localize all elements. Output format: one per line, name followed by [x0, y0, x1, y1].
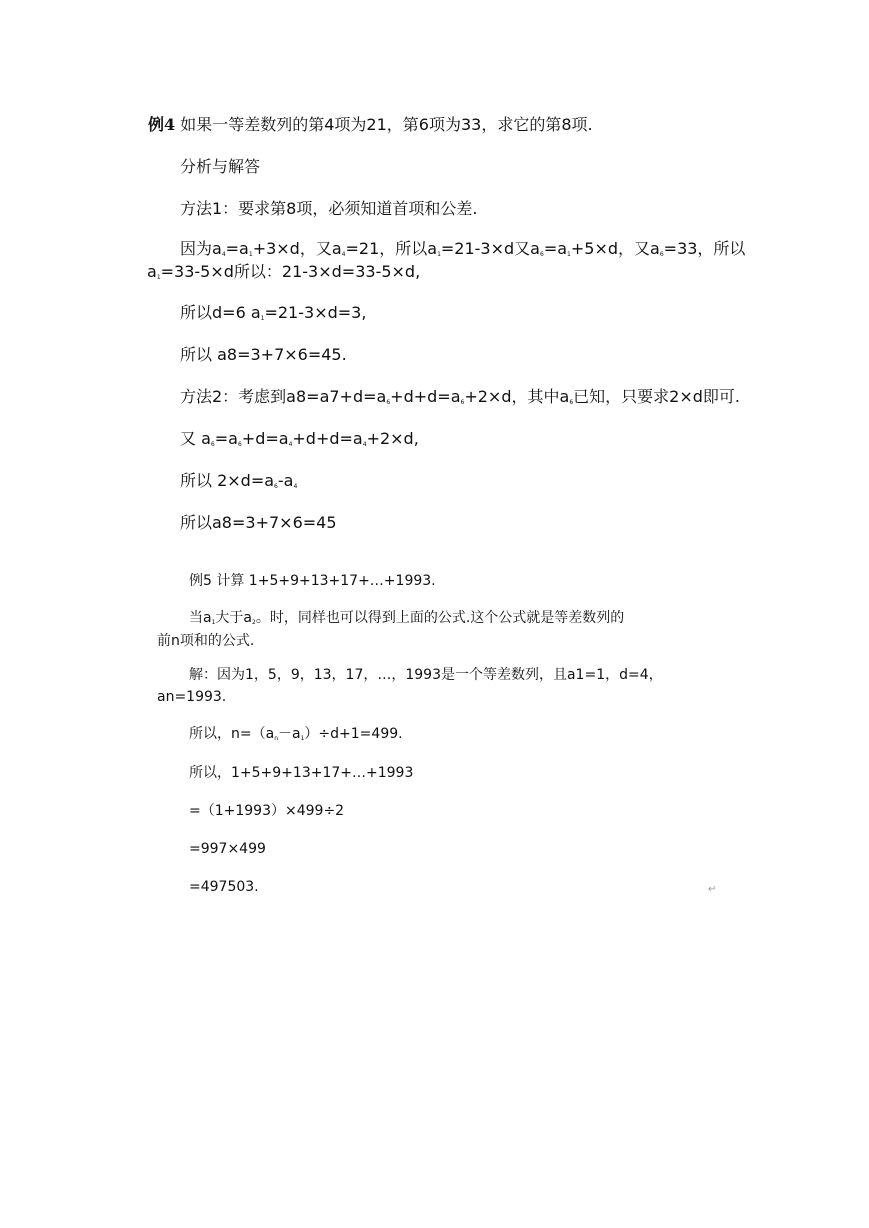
method-1-line-2: $a_1=33-5\times d$所以：21-3×d=33-5×d,: [147, 262, 421, 281]
method-1-line-3: 所以d=6 $a_1=21-3\times d=3$,: [180, 303, 367, 322]
analysis-heading: 分析与解答: [180, 157, 261, 176]
method-1-line-1: 因为$a_4=a_1+3\times d$，又$a_4=21$，所以$a_1=21-3\times d$又$a_6=a_1+5\times d$，又$a_6=33$，所以: [180, 239, 746, 258]
sum-step-1: =（1+1993）×499÷2: [189, 803, 345, 819]
method-2-result: 所以a8=3+7×6=45: [180, 513, 337, 532]
method-1-result: 所以 a8=3+7×6=45.: [180, 345, 347, 364]
solution-line-2: an=1993.: [157, 689, 227, 705]
method-2-intro: 方法2：考虑到$a8=a7+d=a_6+d+d=a_6+2\times d$，其中$a_6$已知，只要求2×d即可.: [180, 387, 740, 406]
example-4-label: 例4: [148, 115, 176, 134]
method-2-line-2: 所以 $2\times d=a_6-a_4$: [180, 471, 298, 490]
example-4-text: 如果一等差数列的第4项为21，第6项为33，求它的第8项.: [180, 115, 593, 134]
sum-line: 所以，1+5+9+13+17+…+1993: [189, 765, 414, 781]
example-5-title: 例5 计算 1+5+9+13+17+…+1993.: [189, 573, 436, 589]
term-count-line: 所以，$n=(a_n-a_1)\div d+1=499$.: [189, 726, 403, 742]
example-5-note-line-2: 前n项和的公式.: [157, 633, 255, 649]
example-5-note-line-1: 当$a_1$大于$a_2$。时，同样也可以得到上面的公式.这个公式就是等差数列的: [189, 610, 625, 626]
method-2-line-1: 又 $a_6=a_6+d=a_4+d+d=a_4+2\times d$,: [180, 429, 419, 448]
solution-line-1: 解：因为1，5，9，13，17，…，1993是一个等差数列，且a1=1，d=4，: [189, 667, 663, 683]
paragraph-mark-icon: ↵: [708, 884, 717, 895]
method-1-intro: 方法1：要求第8项，必须知道首项和公差.: [180, 199, 478, 218]
sum-step-3: =497503.: [189, 879, 259, 895]
example-4-problem: [148, 117, 593, 133]
sum-step-2: =997×499: [189, 841, 266, 857]
